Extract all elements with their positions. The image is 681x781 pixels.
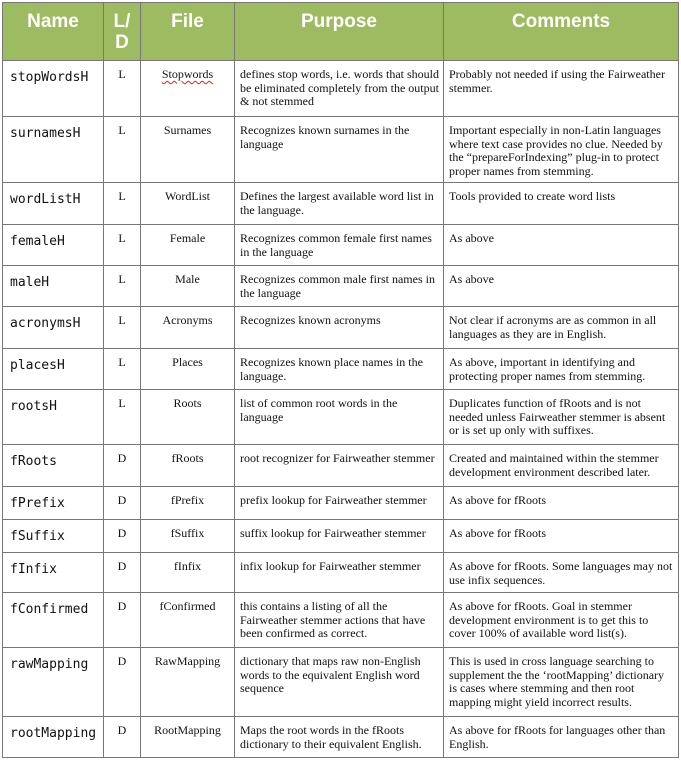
name-cell [3,553,104,593]
name-cell-text: fConfirmed [10,602,89,617]
table-row [3,717,679,758]
name-cell-text: wordListH [10,192,81,207]
purpose-cell [235,593,444,648]
file-cell [141,307,235,349]
comments-cell-text: Created and maintained within the stemmer development environment described later. [449,451,659,479]
file-cell-text: RawMapping [154,654,221,668]
table-row [3,183,679,225]
file-cell-text: Stopwords [161,67,214,81]
purpose-cell [235,553,444,593]
comments-cell-text: As above [449,231,494,245]
file-cell [141,717,235,758]
ld-cell-text: L [118,67,126,81]
purpose-cell [235,117,444,183]
ld-cell [104,487,141,520]
table-row [3,266,679,307]
file-cell [141,183,235,225]
file-cell-text: fRoots [171,451,204,465]
header-ld-text: L/D [113,11,131,53]
name-cell [3,225,104,266]
purpose-cell-text: Recognizes known surnames in the language [240,123,410,151]
table-row [3,225,679,266]
ld-cell [104,307,141,349]
comments-cell-text: As above for fRoots [449,493,546,507]
purpose-cell-text: Maps the root words in the fRoots dictionary to their equivalent English. [240,723,422,751]
name-cell-text: maleH [10,275,50,290]
name-cell [3,183,104,225]
header-purpose: Purpose [235,3,444,61]
ld-cell-text: L [118,313,126,327]
purpose-cell-text: prefix lookup for Fairweather stemmer [240,493,427,507]
file-cell-text: fSuffix [170,526,205,540]
comments-cell [444,593,679,648]
comments-cell-text: As above for fRoots for languages other than English. [449,723,666,751]
comments-cell [444,648,679,717]
name-cell-text: rawMapping [10,657,89,672]
comments-cell-text: Tools provided to create word lists [449,189,616,203]
file-cell [141,390,235,445]
name-cell [3,390,104,445]
ld-cell-text: L [118,396,126,410]
name-cell [3,487,104,520]
name-cell-text: placesH [10,358,65,373]
file-cell [141,648,235,717]
name-cell [3,520,104,553]
comments-cell [444,117,679,183]
purpose-cell [235,390,444,445]
file-cell-text: fPrefix [170,493,205,507]
file-cell-text: RootMapping [154,723,221,737]
comments-cell [444,349,679,390]
name-cell [3,445,104,487]
header-name: Name [3,3,104,61]
ld-cell [104,61,141,117]
ld-cell [104,553,141,593]
table-row [3,593,679,648]
name-cell-text: rootMapping [10,726,97,741]
comments-cell-text: Probably not needed if using the Fairweather stemmer. [449,67,665,95]
purpose-cell-text: Recognizes known place names in the language. [240,355,423,383]
comments-cell [444,225,679,266]
ld-cell-text: D [117,559,127,573]
header-comments: Comments [444,3,679,61]
table-row [3,117,679,183]
comments-cell [444,390,679,445]
file-cell-text: Female [169,231,206,245]
ld-cell-text: D [117,451,127,465]
comments-cell-text: As above, important in identifying and protecting proper names from stemming. [449,355,646,383]
name-cell-text: fInfix [10,562,57,577]
name-cell-text: acronymsH [10,316,81,331]
ld-cell [104,349,141,390]
file-cell [141,445,235,487]
name-cell-text: stopWordsH [10,70,89,85]
purpose-cell-text: Recognizes known acronyms [240,313,381,327]
name-cell-text: fRoots [10,454,57,469]
name-cell [3,717,104,758]
ld-cell-text: D [117,723,127,737]
purpose-cell-text: this contains a listing of all the Fairweather stemmer actions that have been confirmed as correct. [240,599,426,640]
ld-cell [104,648,141,717]
purpose-cell-text: list of common root words in the language [240,396,398,424]
table-row [3,61,679,117]
comments-cell [444,717,679,758]
file-cell-text: fConfirmed [159,599,216,613]
name-cell [3,593,104,648]
ld-cell [104,183,141,225]
table-row [3,445,679,487]
table-row [3,349,679,390]
purpose-cell-text: suffix lookup for Fairweather stemmer [240,526,426,540]
name-cell [3,117,104,183]
ld-cell-text: L [118,355,126,369]
purpose-cell-text: Recognizes common female first names in the language [240,231,432,259]
header-ld [104,3,141,61]
comments-cell [444,445,679,487]
file-cell-text: WordList [164,189,211,203]
purpose-cell-text: Defines the largest available word list in the language. [240,189,434,217]
comments-cell [444,183,679,225]
table-row [3,307,679,349]
purpose-cell [235,183,444,225]
purpose-cell-text: dictionary that maps raw non-English words to the equivalent English word sequence [240,654,421,695]
name-cell [3,349,104,390]
file-cell [141,349,235,390]
ld-cell [104,266,141,307]
purpose-cell [235,266,444,307]
purpose-cell [235,349,444,390]
comments-cell [444,487,679,520]
table-row [3,487,679,520]
ld-cell-text: D [117,654,127,668]
comments-cell-text: As above for fRoots [449,526,546,540]
ld-cell [104,520,141,553]
ld-cell [104,717,141,758]
file-cell-text: Places [172,355,203,369]
dictionary-table [2,2,679,758]
table-row [3,390,679,445]
name-cell-text: fPrefix [10,496,65,511]
file-cell-text: Male [175,272,200,286]
purpose-cell-text: defines stop words, i.e. words that should be eliminated completely from the output & not stemmed [240,67,439,108]
purpose-cell [235,717,444,758]
file-cell [141,117,235,183]
name-cell [3,61,104,117]
comments-cell-text: As above [449,272,494,286]
name-cell-text: femaleH [10,234,65,249]
table-row [3,648,679,717]
file-cell-text: Acronyms [162,313,213,327]
file-cell-text: Roots [173,396,202,410]
comments-cell-text: Not clear if acronyms are as common in all languages as they are in English. [449,313,657,341]
purpose-cell-text: Recognizes common male first names in the language [240,272,435,300]
purpose-cell [235,225,444,266]
file-cell [141,487,235,520]
comments-cell [444,266,679,307]
purpose-cell [235,487,444,520]
comments-cell-text: This is used in cross language searching to supplement the the ‘rootMapping’ dictionary is cases where stemming and then root mapping might yield incorrect results. [449,654,665,709]
ld-cell [104,225,141,266]
ld-cell [104,593,141,648]
ld-cell-text: L [118,231,126,245]
purpose-cell [235,445,444,487]
table-row [3,553,679,593]
name-cell-text: fSuffix [10,529,65,544]
file-cell [141,553,235,593]
ld-cell [104,445,141,487]
purpose-cell [235,648,444,717]
file-cell [141,225,235,266]
purpose-cell-text: root recognizer for Fairweather stemmer [240,451,435,465]
ld-cell-text: D [117,526,127,540]
file-cell [141,520,235,553]
header-file: File [141,3,235,61]
name-cell [3,648,104,717]
purpose-cell [235,307,444,349]
ld-cell [104,117,141,183]
table-row [3,520,679,553]
file-cell-text: Surnames [163,123,212,137]
file-cell [141,593,235,648]
purpose-cell [235,61,444,117]
ld-cell-text: D [117,493,127,507]
name-cell-text: surnamesH [10,126,81,141]
ld-cell-text: D [117,599,127,613]
comments-cell [444,520,679,553]
ld-cell-text: L [118,272,126,286]
comments-cell-text: Duplicates function of fRoots and is not needed unless Fairweather stemmer is absent or is set up only with suffixes. [449,396,666,437]
name-cell-text: rootsH [10,399,57,414]
comments-cell [444,61,679,117]
purpose-cell-text: infix lookup for Fairweather stemmer [240,559,421,573]
name-cell [3,307,104,349]
file-cell [141,61,235,117]
comments-cell-text: As above for fRoots. Some languages may not use infix sequences. [449,559,673,587]
name-cell [3,266,104,307]
file-cell [141,266,235,307]
comments-cell [444,553,679,593]
purpose-cell [235,520,444,553]
ld-cell-text: L [118,189,126,203]
header-row [3,3,679,61]
comments-cell-text: Important especially in non-Latin languages where text case provides no clue. Needed by the “prepareForIndexing” plug-in to protect proper names from stemming. [449,123,663,178]
file-cell-text: fInfix [173,559,202,573]
comments-cell-text: As above for fRoots. Goal in stemmer development environment is to get this to cover 100% of available word list(s). [449,599,649,640]
comments-cell [444,307,679,349]
ld-cell [104,390,141,445]
ld-cell-text: L [118,123,126,137]
